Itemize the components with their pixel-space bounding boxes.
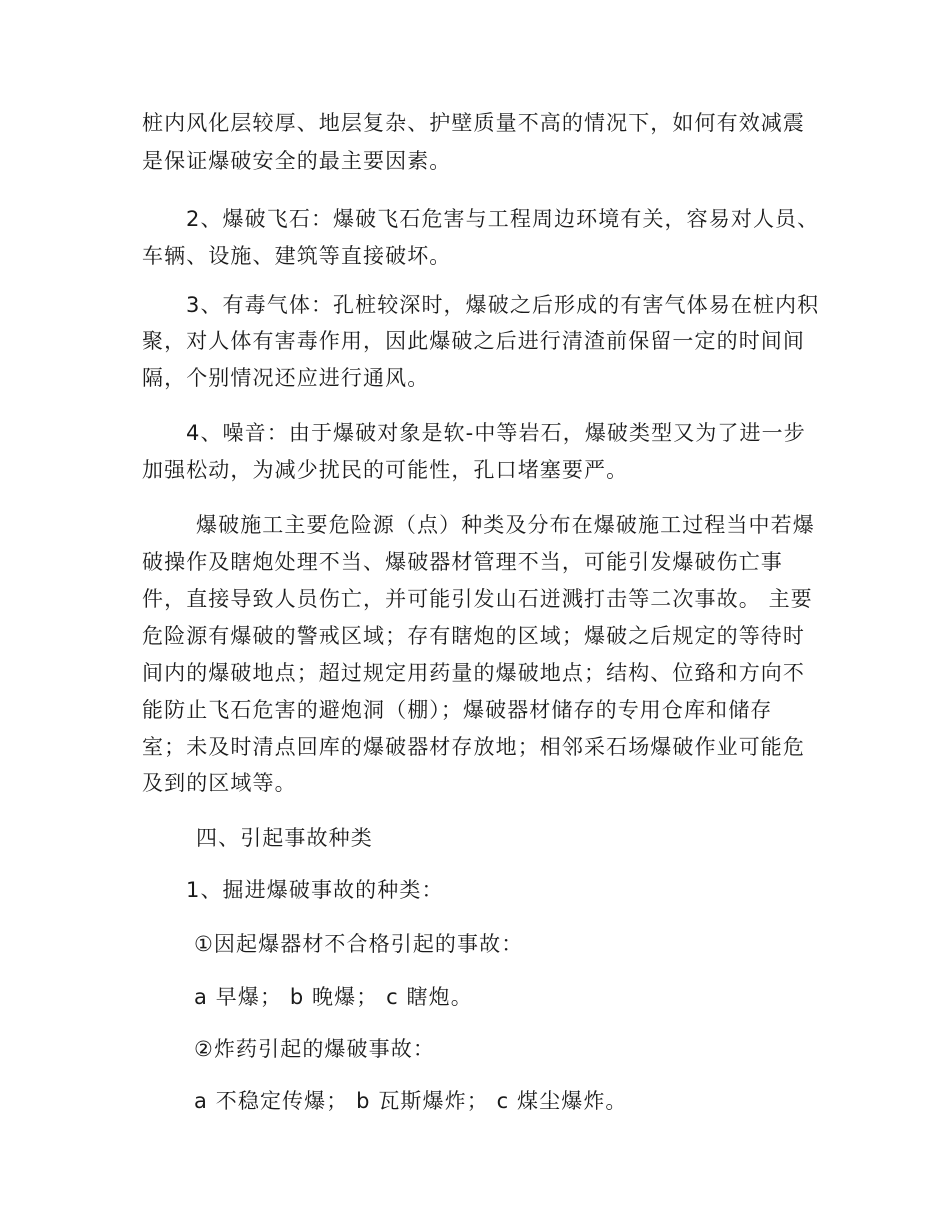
text-line: 破操作及瞎炮处理不当、爆破器材管理不当，可能引发爆破伤亡事	[142, 550, 783, 574]
text-line: 1、掘进爆破事故的种类：	[186, 878, 444, 902]
text-line: 4、噪音：由于爆破对象是软-中等岩石，爆破类型又为了进一步	[186, 421, 806, 445]
text-line: ②炸药引起的爆破事故：	[194, 1037, 435, 1061]
text-line: 室；未及时清点回库的爆破器材存放地；相邻采石场爆破作业可能危	[142, 735, 805, 759]
text-line: a 不稳定传爆； b 瓦斯爆炸； c 煤尘爆炸。	[194, 1089, 628, 1113]
text-line: 件，直接导致人员伤亡，并可能引发山石迸溅打击等二次事故。 主要	[142, 587, 813, 611]
text-line: 3、有毒气体：孔桩较深时，爆破之后形成的有害气体易在桩内积	[186, 293, 820, 317]
text-line: 及到的区域等。	[142, 771, 297, 795]
text-line: 车辆、设施、建筑等直接破坏。	[142, 244, 452, 268]
text-line: a 早爆； b 晚爆； c 瞎炮。	[194, 985, 473, 1009]
text-line: 聚，对人体有害毒作用，因此爆破之后进行清渣前保留一定的时间间	[142, 329, 805, 353]
text-line: 能防止飞石危害的避炮洞（棚）；爆破器材储存的专用仓库和储存	[142, 698, 773, 722]
text-line: 是保证爆破安全的最主要因素。	[142, 149, 452, 173]
text-line: 隔，个别情况还应进行通风。	[142, 366, 430, 390]
text-line: 2、爆破飞石：爆破飞石危害与工程周边环境有关，容易对人员、	[186, 207, 820, 231]
text-line: 危险源有爆破的警戒区域；存有瞎炮的区域；爆破之后规定的等待时	[142, 624, 805, 648]
text-line: 桩内风化层较厚、地层复杂、护壁质量不高的情况下，如何有效减震	[142, 111, 805, 135]
text-line: 间内的爆破地点；超过规定用药量的爆破地点；结构、位臵和方向不	[142, 661, 805, 685]
section-heading: 四、引起事故种类	[196, 826, 373, 850]
text-line: 加强松动，为减少扰民的可能性，孔口堵塞要严。	[142, 458, 629, 482]
text-line: 爆破施工主要危险源（点）种类及分布在爆破施工过程当中若爆	[196, 513, 815, 537]
text-line: ①因起爆器材不合格引起的事故：	[194, 932, 524, 956]
